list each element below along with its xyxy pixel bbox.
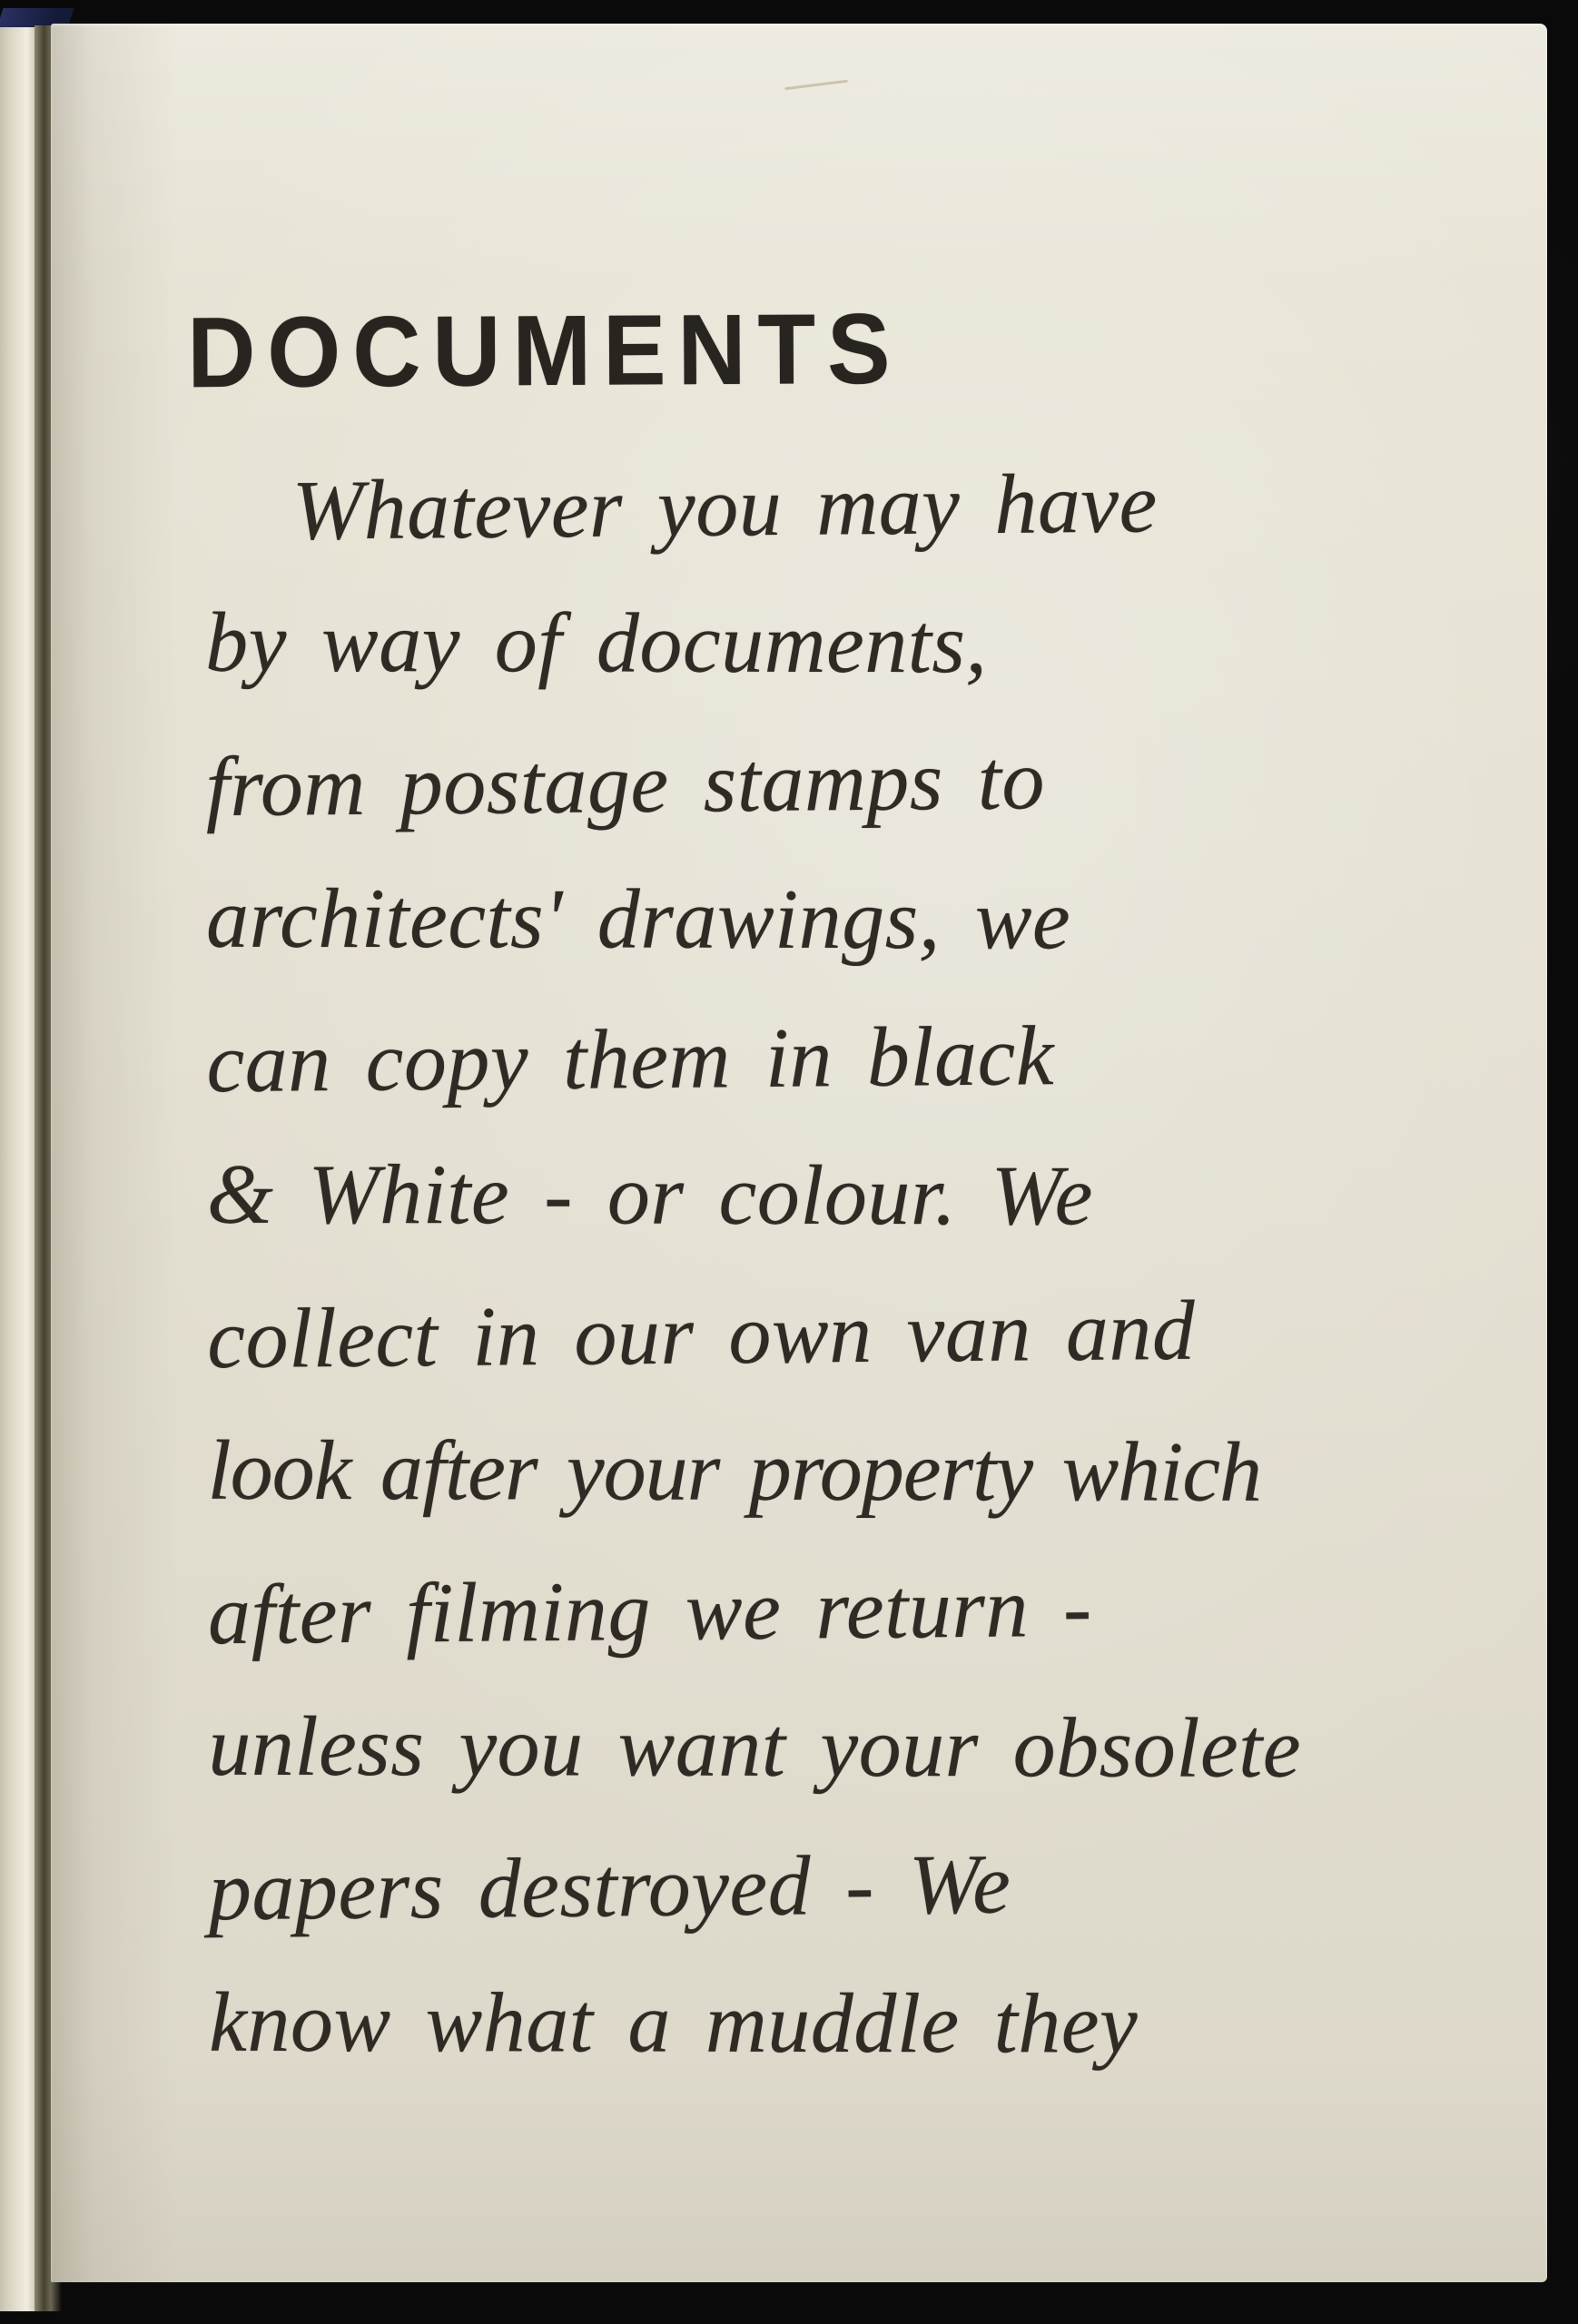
handwritten-text <box>205 435 1514 2094</box>
notebook-page <box>51 24 1547 2282</box>
handwritten-line: look after your property which <box>207 1423 1262 1520</box>
handwritten-line: by way of documents, <box>205 595 988 692</box>
handwritten-line: know what a muddle they <box>209 1974 1139 2072</box>
handwritten-line: can copy them in black <box>205 1009 1055 1111</box>
handwritten-line: from postage stamps to <box>205 733 1046 835</box>
handwritten-line: Whatever you may have <box>291 456 1159 558</box>
handwritten-line: papers destroyed - We <box>208 1837 1011 1939</box>
handwritten-line: collect in our own van and <box>206 1283 1196 1387</box>
paper-scratch <box>784 80 848 91</box>
handwritten-line: & White - or colour. We <box>206 1147 1094 1244</box>
handwritten-line: unless you want your obsolete <box>208 1699 1302 1796</box>
handwritten-line: after filming we return - <box>207 1560 1093 1663</box>
handwritten-line: architects' drawings, we <box>205 871 1071 968</box>
facing-page-edge <box>0 27 35 2311</box>
page-title: DOCUMENTS <box>186 293 902 409</box>
